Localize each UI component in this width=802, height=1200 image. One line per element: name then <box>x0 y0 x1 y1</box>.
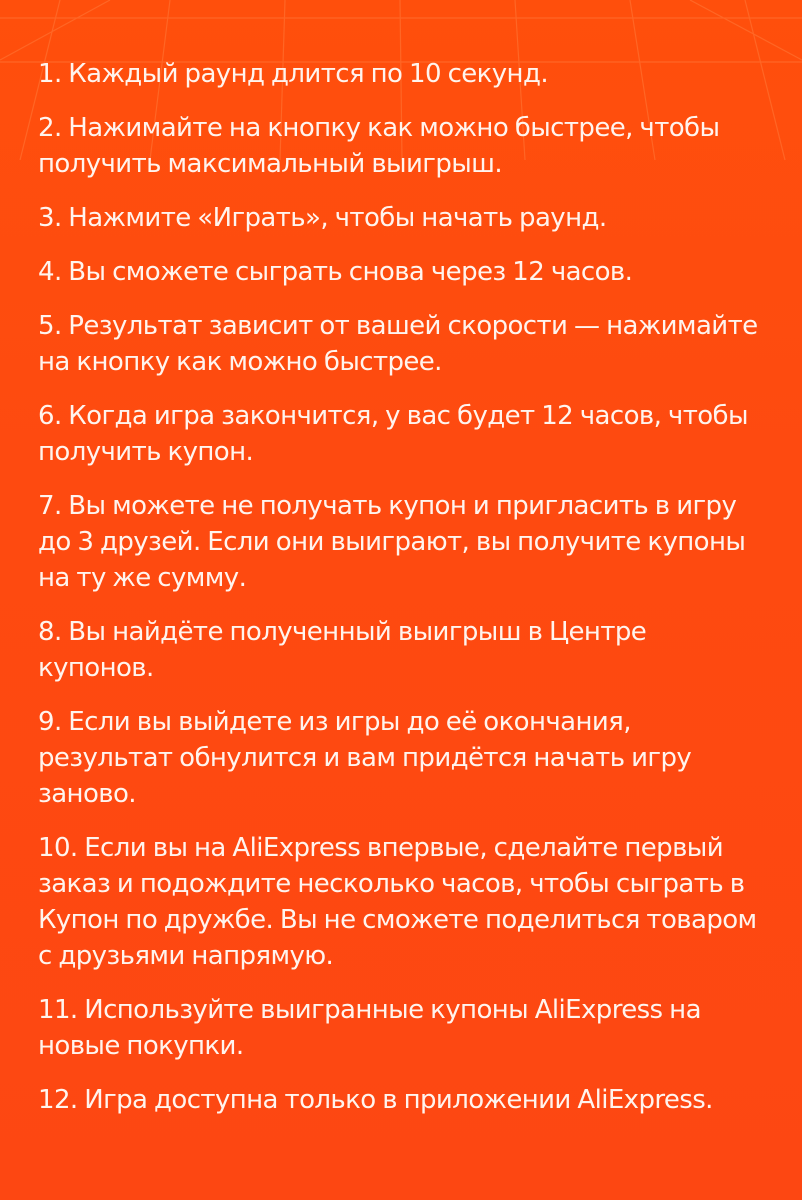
rule-item-9: 9. Если вы выйдете из игры до её окончания, результат обнулится и вам придётся начать игру заново. <box>38 707 692 809</box>
rule-item-10: 10. Если вы на AliExpress впервые, сделайте первый заказ и подождите несколько часов, чтобы сыграть в Купон по дружбе. Вы не сможете поделиться товаром с друзьями напрямую. <box>38 833 757 971</box>
rule-item-1: 1. Каждый раунд длится по 10 секунд. <box>38 59 548 89</box>
rule-item-6: 6. Когда игра закончится, у вас будет 12 часов, чтобы получить купон. <box>38 401 748 467</box>
rule-item-2: 2. Нажимайте на кнопку как можно быстрее, чтобы получить максимальный выигрыш. <box>38 113 720 179</box>
rule-item-11: 11. Используйте выигранные купоны AliExpress на новые покупки. <box>38 995 701 1061</box>
rule-item-7: 7. Вы можете не получать купон и пригласить в игру до 3 друзей. Если они выиграют, вы получите купоны на ту же сумму. <box>38 491 746 593</box>
rule-item-12: 12. Игра доступна только в приложении AliExpress. <box>38 1085 713 1115</box>
rule-item-8: 8. Вы найдёте полученный выигрыш в Центре купонов. <box>38 617 647 683</box>
game-rules-list <box>38 56 768 1136</box>
rule-item-3: 3. Нажмите «Играть», чтобы начать раунд. <box>38 203 607 233</box>
rule-item-4: 4. Вы сможете сыграть снова через 12 часов. <box>38 257 633 287</box>
rule-item-5: 5. Результат зависит от вашей скорости — нажимайте на кнопку как можно быстрее. <box>38 311 758 377</box>
